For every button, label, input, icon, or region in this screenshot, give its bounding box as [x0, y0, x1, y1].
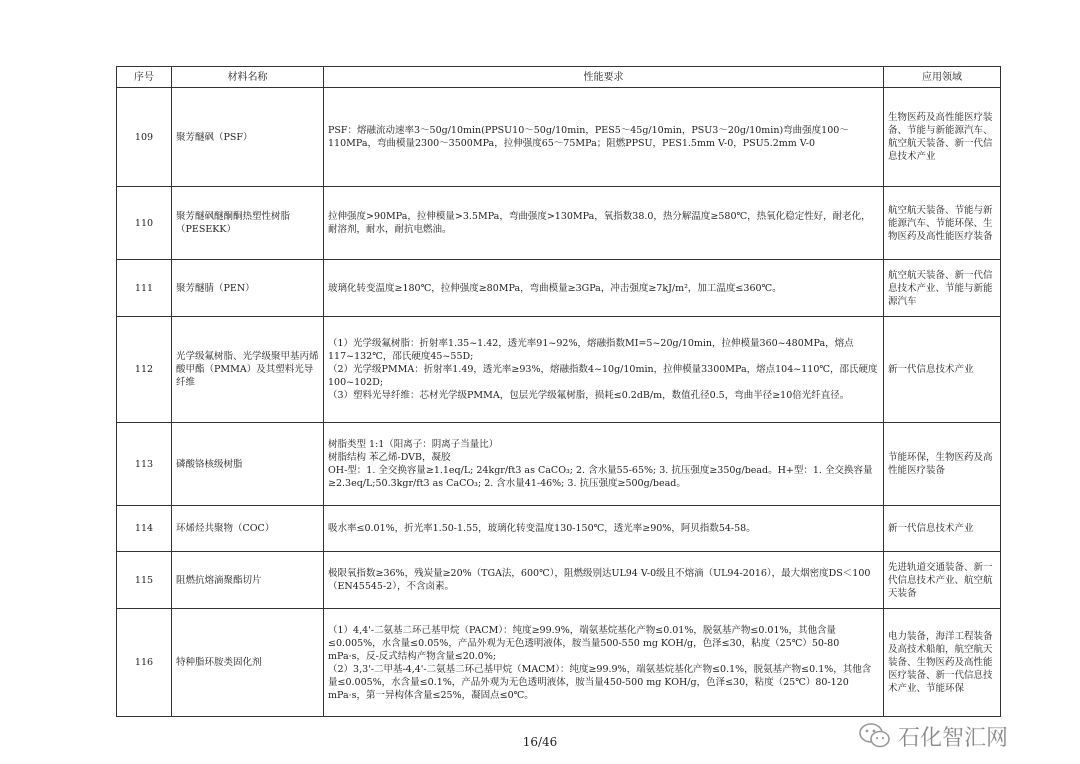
requirement-line: （1）光学级氟树脂：折射率1.35~1.42，透光率91~92%，熔融指数MI=5~20g/10min，拉伸模量360~480MPa，熔点117~132℃，邵氏硬度45~55D; [328, 338, 854, 362]
watermark [858, 716, 1008, 756]
table-row [117, 187, 1001, 260]
requirement-line: OH-型：1. 全交换容量≥1.1eq/L; 24kgr/ft3 as CaCO₃; 2. 含水量55-65%; 3. 抗压强度≥350g/bead。H+型：1. 全交换容量≥2.3eq/L;50.3kgr/ft3 as CaCO₃; 2. 含水量41-46%; 3. 抗压强度≥500g/bead。 [328, 465, 873, 489]
requirement-line: （3）塑料光导纤维：芯材光学级PMMA，包层光学级氟树脂，损耗≤0.2dB/m，数值孔径0.5，弯曲半径≥10倍光纤直径。 [328, 390, 850, 401]
row-no: 116 [117, 609, 172, 717]
row-material-name: 聚芳醚砜醚酮酮热塑性树脂（PESEKK） [172, 187, 324, 260]
requirement-line: PSF：熔融流动速率3～50g/10min(PPSU10～50g/10min，PES5～45g/10min，PSU3～20g/10min)弯曲强度100～110MPa，弯曲模量2300～3500MPa，拉伸强度65～75MPa；阻燃PPSU，PES1.5mm V-0，PSU5.2mm V-0 [328, 125, 849, 149]
table-row [117, 423, 1001, 506]
header-material-name: 材料名称 [172, 67, 324, 88]
table-header-row [117, 67, 1001, 88]
row-no: 110 [117, 187, 172, 260]
row-application: 生物医药及高性能医疗装备、节能与新能源汽车、航空航天装备、新一代信息技术产业 [884, 88, 1001, 187]
row-requirements [324, 317, 884, 423]
requirement-line: 吸水率≤0.01%，折光率1.50-1.55，玻璃化转变温度130-150℃，透光率≥90%，阿贝指数54-58。 [328, 523, 756, 534]
row-application: 节能环保，生物医药及高性能医疗装备 [884, 423, 1001, 506]
table-row [117, 552, 1001, 609]
row-no: 115 [117, 552, 172, 609]
header-application: 应用领域 [884, 67, 1001, 88]
row-material-name: 聚芳醚砜（PSF） [172, 88, 324, 187]
row-material-name: 阻燃抗熔滴聚酯切片 [172, 552, 324, 609]
row-application: 新一代信息技术产业 [884, 317, 1001, 423]
requirement-line: 拉伸强度>90MPa，拉伸模量>3.5MPa，弯曲强度>130MPa，氧指数38.0，热分解温度≥580℃，热氧化稳定性好，耐老化，耐溶剂，耐水，耐抗电燃油。 [328, 211, 871, 235]
row-material-name: 磷酸铬核级树脂 [172, 423, 324, 506]
table-row [117, 88, 1001, 187]
header-requirements: 性能要求 [324, 67, 884, 88]
row-material-name: 光学级氟树脂、光学级聚甲基丙烯酸甲酯（PMMA）及其塑料光导纤维 [172, 317, 324, 423]
header-no: 序号 [117, 67, 172, 88]
row-application: 航空航天装备、节能与新能源汽车、节能环保、生物医药及高性能医疗装备 [884, 187, 1001, 260]
table-row [117, 506, 1001, 552]
row-requirements [324, 260, 884, 317]
row-requirements [324, 88, 884, 187]
row-no: 111 [117, 260, 172, 317]
requirement-line: 树脂结构 苯乙烯-DVB，凝胶 [328, 452, 451, 463]
watermark-text: 石化智汇网 [898, 725, 1009, 751]
row-requirements [324, 423, 884, 506]
table-row [117, 260, 1001, 317]
row-material-name: 环烯烃共聚物（COC） [172, 506, 324, 552]
row-no: 112 [117, 317, 172, 423]
requirement-line: （1）4,4'-二氨基二环己基甲烷（PACM）：纯度≥99.9%，端氨基烷基化产物≤0.01%，脱氨基产物≤0.01%，其他含量≤0.005%，水含量≤0.05%，产品外观为无色透明液体，胺当量500-550 mg KOH/g，色泽≤30，粘度（25℃）50-80 mPa·s，反-反式结构产物含量≤20.0%; [328, 624, 840, 662]
row-material-name: 特种脂环胺类固化剂 [172, 609, 324, 717]
requirement-line: 树脂类型 1:1（阳离子：阴离子当量比） [328, 439, 499, 450]
page-number: 16/46 [522, 735, 558, 749]
requirement-line: 极限氧指数≥36%，残炭量≥20%（TGA法，600℃），阻燃级别达UL94 V-0级且不熔滴（UL94-2016），最大烟密度DS＜100（EN45545-2），不含卤素。 [328, 568, 871, 592]
row-no: 114 [117, 506, 172, 552]
requirement-line: 玻璃化转变温度≥180℃，拉伸强度≥80MPa，弯曲模量≥3GPa，冲击强度≥7kJ/m²，加工温度≤360℃。 [328, 282, 782, 294]
materials-table [116, 66, 1001, 717]
row-application: 电力装备，海洋工程装备及高技术船舶，航空航天装备、生物医药及高性能医疗装备、新一代信息技术产业、节能环保 [884, 609, 1001, 717]
table-row [117, 609, 1001, 717]
row-requirements [324, 552, 884, 609]
row-application: 新一代信息技术产业 [884, 506, 1001, 552]
row-no: 113 [117, 423, 172, 506]
table-row [117, 317, 1001, 423]
row-requirements [324, 609, 884, 717]
row-application: 先进轨道交通装备、新一代信息技术产业、航空航天装备 [884, 552, 1001, 609]
wechat-icon [858, 721, 892, 751]
row-material-name: 聚芳醚腈（PEN） [172, 260, 324, 317]
row-no: 109 [117, 88, 172, 187]
requirement-line: （2）3,3'-二甲基-4,4'-二氨基二环己基甲烷（MACM）：纯度≥99.9%，端氨基烷基化产物≤0.1%，脱氨基产物≤0.1%，其他含量≤0.005%，水含量≤0.1%，产品外观为无色透明液体，胺当量450-500 mg KOH/g，色泽≤30，粘度（25℃）80-120 mPa·s，第一异构体含量≤25%，凝固点≤0℃。 [328, 663, 872, 701]
row-requirements [324, 506, 884, 552]
row-application: 航空航天装备、新一代信息技术产业、节能与新能源汽车 [884, 260, 1001, 317]
requirement-line: （2）光学级PMMA：折射率1.49，透光率≥93%，熔融指数4~10g/10min，拉伸模量3300MPa，熔点104~110℃，邵氏硬度100~102D; [328, 364, 878, 388]
row-requirements [324, 187, 884, 260]
